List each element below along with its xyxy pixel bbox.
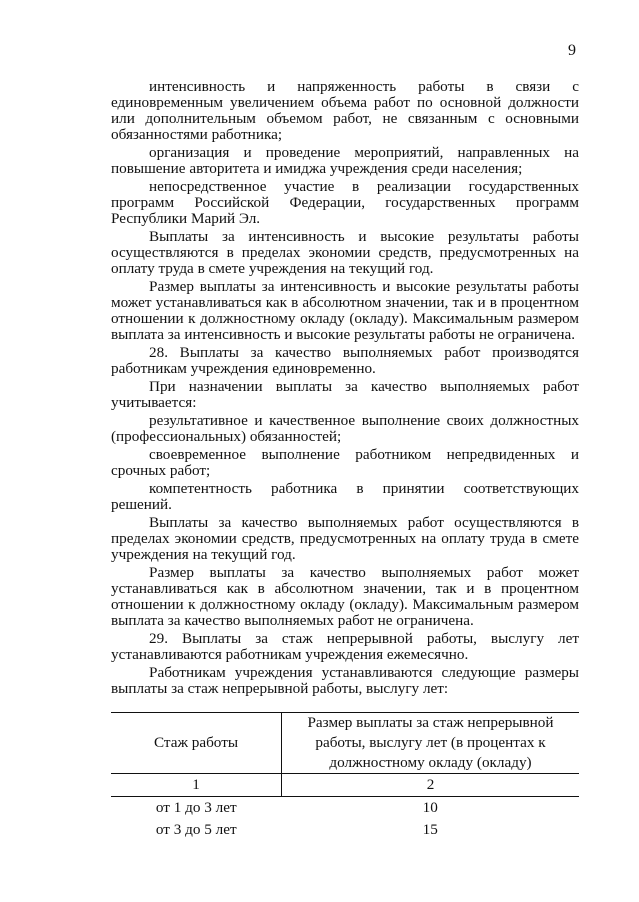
column-header-experience: Стаж работы [111, 713, 282, 774]
table-column-numbers-row [111, 774, 579, 797]
paragraph: компетентность работника в принятии соответствующих решений. [111, 480, 579, 513]
paragraph: Выплаты за интенсивность и высокие результаты работы осуществляются в пределах экономии средств, предусмотренных на оплату труда в смете учреждения на текущий год. [111, 228, 579, 277]
table-row [111, 819, 579, 841]
table-header-row [111, 713, 579, 774]
paragraph: При назначении выплаты за качество выполняемых работ учитывается: [111, 378, 579, 411]
seniority-pay-table [111, 712, 579, 841]
experience-period-cell: от 3 до 5 лет [155, 821, 237, 838]
payment-percent-cell: 15 [422, 821, 438, 838]
paragraph: интенсивность и напряженность работы в связи с единовременным увеличением объема работ по основной должности или дополнительным объемом работ, не связанным с основными обязанностями работника; [111, 78, 579, 143]
column-number: 1 [111, 774, 282, 797]
paragraph: 28. Выплаты за качество выполняемых работ производятся работникам учреждения единовременно. [111, 344, 579, 377]
table-row [111, 797, 579, 820]
paragraph: организация и проведение мероприятий, направленных на повышение авторитета и имиджа учреждения среди населения; [111, 144, 579, 177]
paragraph: Выплаты за качество выполняемых работ осуществляются в пределах экономии средств, предусмотренных на оплату труда в смете учреждения на текущий год. [111, 514, 579, 563]
paragraph: непосредственное участие в реализации государственных программ Российской Федерации, государственных программ Республики Марий Эл. [111, 178, 579, 227]
payment-percent-cell: 10 [422, 799, 438, 816]
experience-period-cell: от 1 до 3 лет [155, 799, 237, 816]
column-header-payment-size: Размер выплаты за стаж непрерывной работы, выслугу лет (в процентах к должностному окладу (окладу) [282, 713, 580, 774]
paragraph: своевременное выполнение работником непредвиденных и срочных работ; [111, 446, 579, 479]
paragraph: Размер выплаты за интенсивность и высокие результаты работы может устанавливаться как в абсолютном значении, так и в процентном отношении к должностному окладу (окладу). Максимальным размером выплата за интенсивность и высокие результаты работы не ограничена. [111, 278, 579, 343]
page-number: 9 [568, 42, 576, 59]
paragraph: Работникам учреждения устанавливаются следующие размеры выплаты за стаж непрерывной работы, выслугу лет: [111, 664, 579, 697]
column-number: 2 [282, 774, 580, 797]
paragraph: 29. Выплаты за стаж непрерывной работы, выслугу лет устанавливаются работникам учреждения ежемесячно. [111, 630, 579, 663]
paragraph: Размер выплаты за качество выполняемых работ может устанавливаться как в абсолютном значении, так и в процентном отношении к должностному окладу (окладу). Максимальным размером выплата за качество выполняемых работ не ограничена. [111, 564, 579, 629]
document-body [111, 79, 579, 699]
paragraph: результативное и качественное выполнение своих должностных (профессиональных) обязанностей; [111, 412, 579, 445]
